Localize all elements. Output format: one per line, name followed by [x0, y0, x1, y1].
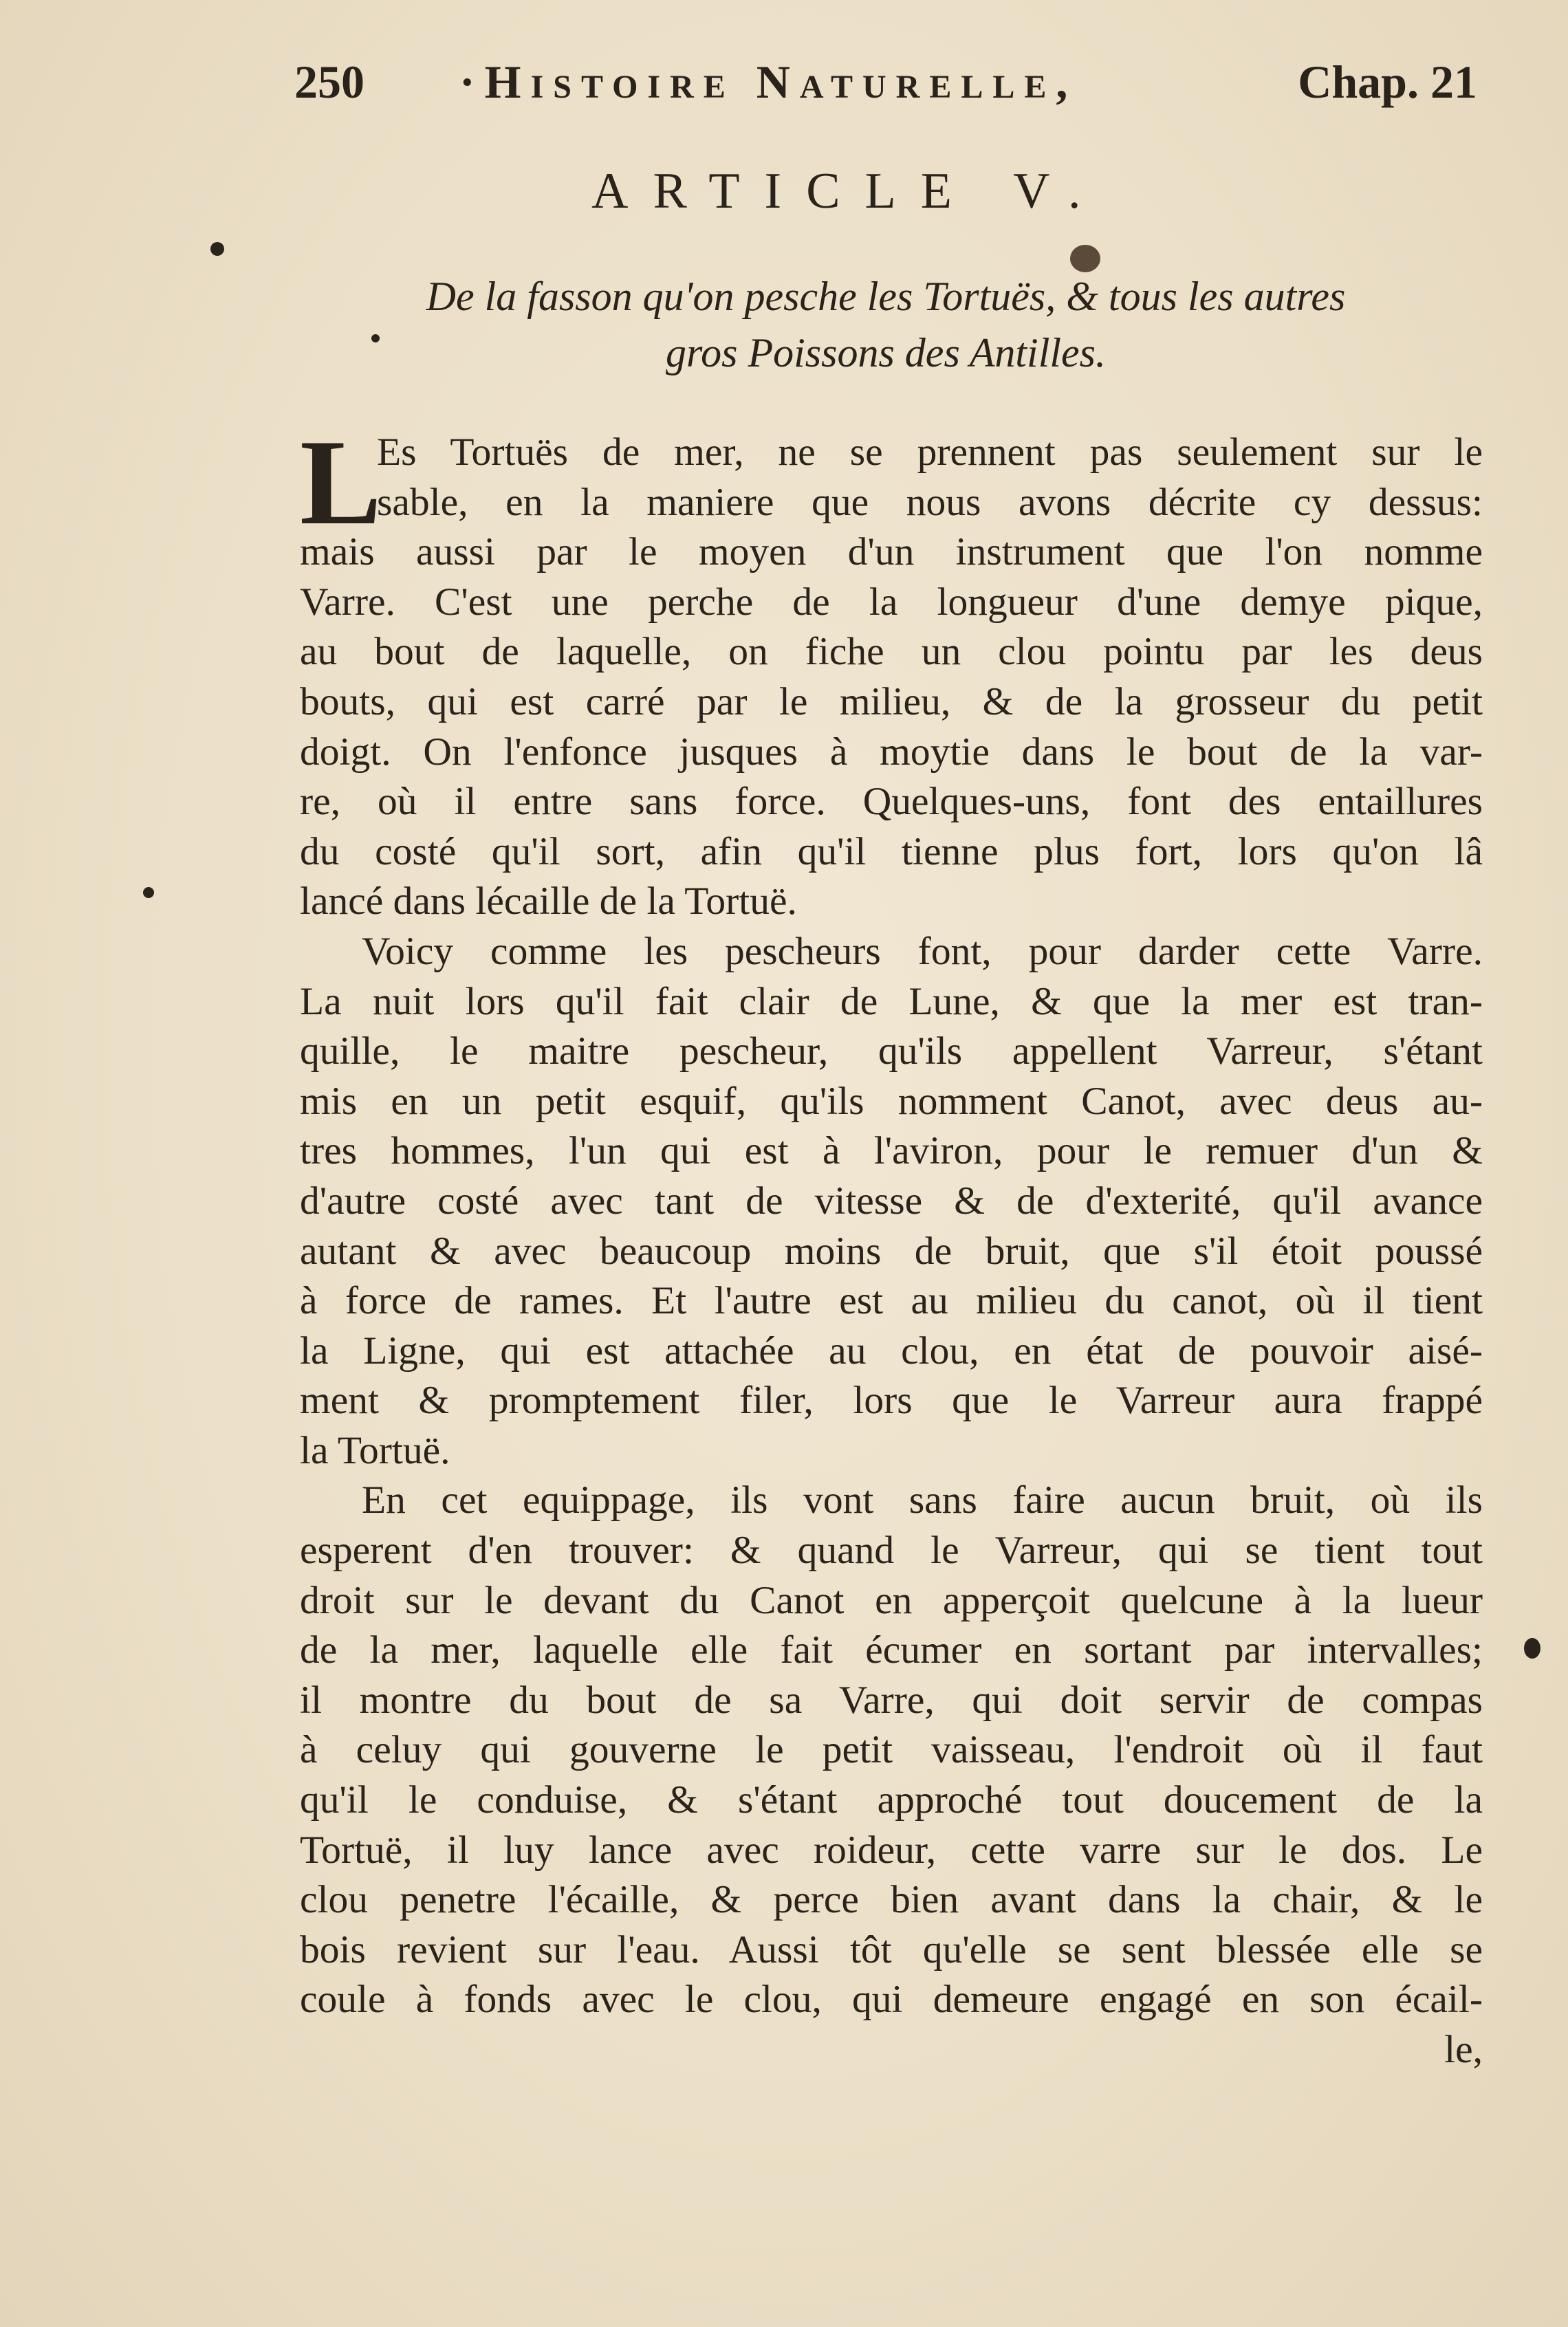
text-line: à force de rames. Et l'autre est au milieu du canot, où il tient: [300, 1279, 1483, 1323]
text-line: à celuy qui gouverne le petit vaisseau, l'endroit où il faut: [300, 1728, 1483, 1772]
ink-speck: [210, 242, 224, 256]
text-line: clou penetre l'écaille, & perce bien avant dans la chair, & le: [300, 1878, 1483, 1922]
text-line: Tortuë, il luy lance avec roideur, cette varre sur le dos. Le: [300, 1828, 1483, 1872]
page-number: 250: [294, 56, 364, 108]
running-head: [294, 55, 1477, 117]
chapter-reference: Chap. 21: [1298, 56, 1477, 108]
text-line: quille, le maitre pescheur, qu'ils appellent Varreur, s'étant: [300, 1029, 1483, 1073]
text-line: mis en un petit esquif, qu'ils nomment Canot, avec deus au-: [300, 1079, 1483, 1123]
text-line: bouts, qui est carré par le milieu, & de la grosseur du petit: [300, 679, 1483, 723]
text-line: sable, en la maniere que nous avons décrite cy dessus:: [377, 480, 1483, 524]
text-line: En cet equippage, ils vont sans faire aucun bruit, où ils: [362, 1478, 1483, 1522]
paragraph-1: [300, 414, 1483, 927]
text-line: coule à fonds avec le clou, qui demeure engagé en son écail-: [300, 1978, 1483, 2022]
ink-speck: [1070, 245, 1100, 272]
text-line: Es Tortuës de mer, ne se prennent pas seulement sur le: [377, 430, 1483, 474]
text-line: de la mer, laquelle elle fait écumer en sortant par intervalles;: [300, 1628, 1483, 1672]
text-line: doigt. On l'enfonce jusques à moytie dans le bout de la var-: [300, 730, 1483, 774]
text-line: Voicy comme les pescheurs font, pour darder cette Varre.: [362, 929, 1483, 973]
subtitle-line: gros Poissons des Antilles.: [665, 330, 1107, 375]
catchword: le,: [1444, 2028, 1483, 2071]
subtitle-line: De la fasson qu'on pesche les Tortuës, & tous les autres: [426, 274, 1346, 319]
article-heading: ARTICLE V.: [591, 163, 1106, 219]
ink-speck: [143, 887, 154, 898]
text-line: lancé dans lécaille de la Tortuë.: [300, 880, 797, 924]
text-line: au bout de laquelle, on fiche un clou pointu par les deus: [300, 630, 1483, 674]
text-line: du costé qu'il sort, afin qu'il tienne plus fort, lors qu'on lâ: [300, 829, 1483, 873]
drop-cap: L: [300, 414, 382, 550]
text-line: La nuit lors qu'il fait clair de Lune, & que la mer est tran-: [300, 979, 1483, 1023]
text-line: d'autre costé avec tant de vitesse & de d'exterité, qu'il avance: [300, 1179, 1483, 1223]
ink-speck: [371, 334, 380, 342]
book-title: ·Histoire Naturelle,: [459, 56, 1078, 108]
text-line: esperent d'en trouver: & quand le Varreur, qui se tient tout: [300, 1529, 1483, 1573]
text-line: tres hommes, l'un qui est à l'aviron, pour le remuer d'un &: [300, 1129, 1483, 1173]
text-line: droit sur le devant du Canot en apperçoit quelcune à la lueur: [300, 1578, 1483, 1622]
text-line: qu'il le conduise, & s'étant approché tout doucement de la: [300, 1778, 1483, 1822]
paragraph-3: [300, 1476, 1483, 2025]
text-line: autant & avec beaucoup moins de bruit, que s'il étoit poussé: [300, 1229, 1483, 1273]
text-line: il montre du bout de sa Varre, qui doit servir de compas: [300, 1678, 1483, 1722]
paragraph-2: [300, 927, 1483, 1476]
article-subtitle: [294, 268, 1477, 381]
text-line: la Ligne, qui est attachée au clou, en état de pouvoir aisé-: [300, 1329, 1483, 1373]
text-line: bois revient sur l'eau. Aussi tôt qu'elle se sent blessée elle se: [300, 1927, 1483, 1971]
text-line: Varre. C'est une perche de la longueur d'une demye pique,: [300, 580, 1483, 624]
text-line: mais aussi par le moyen d'un instrument que l'on nomme: [300, 530, 1483, 574]
text-line: ment & promptement filer, lors que le Varreur aura frappé: [300, 1379, 1483, 1423]
text-line: la Tortuë.: [300, 1428, 450, 1472]
ink-speck: [1524, 1638, 1540, 1659]
body-text: [300, 414, 1483, 2075]
text-line: re, où il entre sans force. Quelques-uns, font des entaillures: [300, 780, 1483, 824]
